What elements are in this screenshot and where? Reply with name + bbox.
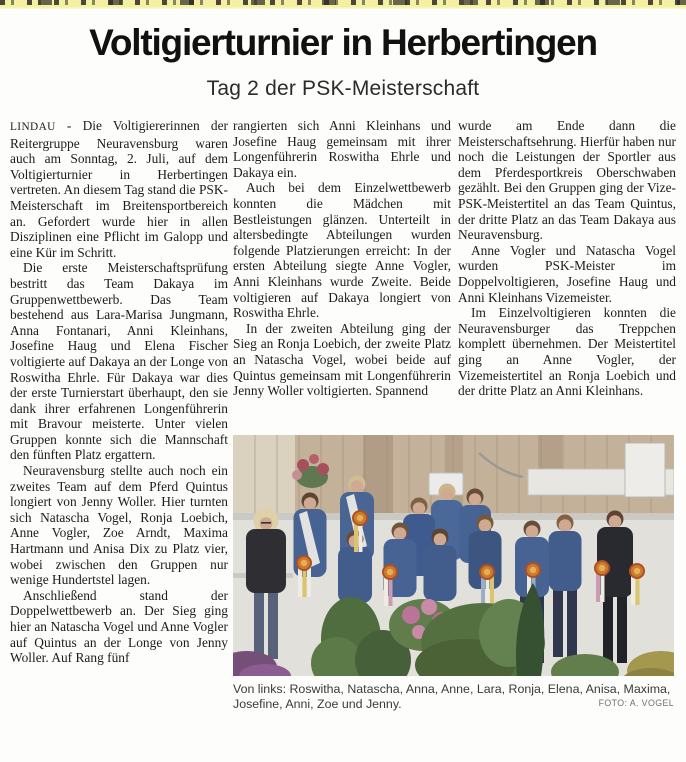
article-paragraph: wurde am Ende dann die Meisterschaftsehrung. Hierfür haben nur noch die Leistungen der Sportler aus dem Pferdesportkreis Oberschwaben gezählt. Bei den Gruppen ging der Vize-PSK-Meistertitel an das Team Quintus, der dritte Platz an das Team Dakaya aus Neuravensburg. — [458, 118, 676, 243]
article-paragraph: Anschließend stand der Doppelwettbewerb an. Der Sieg ging hier an Natascha Vogel und Anne Vogler auf Quintus an der Longe von Jenny Woller. Auf Rang fünf — [10, 587, 228, 666]
rosette-icon — [480, 565, 494, 606]
photo-caption: Von links: Roswitha, Natascha, Anna, Anne, Lara, Ronja, Elena, Anisa, Maxima, Josefine, Anni, Zoe und Jenny. — [233, 682, 671, 711]
article-paragraph: Die erste Meisterschaftsprüfung bestritt das Team Dakaya im Gruppenwettbewerb. Das Team bestehend aus Lara-Marisa Jungmann, Anna Fontanari, Anni Kleinhans, Josefine Haug und Elena Fischer voltigierte auf Dakaya an der Longe von Roswitha Ehrle. Für Dakaya war dies der erste Turnierstart überhaupt, den sie dank ihrer erfahrenen Longenführerin mit Bravour meisterte. Unter vielen Gruppen konnte sich die Mannschaft den fünften Platz ergattern. — [10, 260, 228, 463]
photo-credit: FOTO: A. VOGEL — [598, 698, 674, 708]
article-paragraph: Neuravensburg stellte auch noch ein zweites Team auf dem Pferd Quintus longiert von Jenny Woller. Hier turnten sich Natascha Vogel, Ronja Loebich, Anne Vogler, Zoe Arndt, Maxima Hartmann und Anisa Dix zu Platz vier, wobei zwischen den Gruppen nur wenige Hundertstel lagen. — [10, 463, 228, 588]
team-photo-illustration — [233, 435, 674, 676]
article-column-3 — [458, 118, 676, 434]
article-column-1 — [10, 118, 228, 746]
photo-caption-block — [233, 682, 674, 712]
article-paragraph: Im Einzelvoltigieren konnten die Neuravensburger das Treppchen komplett übernehmen. Der Meistertitel ging an Anne Vogler, der Vizemeistertitel an Ronja Loebich und der dritte Platz an Anni Kleinhans. — [458, 305, 676, 399]
headline: Voltigierturnier in Herbertingen — [89, 22, 597, 63]
article-paragraph: In der zweiten Abteilung ging der Sieg an Ronja Loebich, der zweite Platz an Natascha Vogel, wobei beide auf Quintus gemeinsam mit Longenführerin Jenny Woller voltigierten. Spannend — [233, 320, 451, 399]
news-photo — [233, 435, 674, 676]
dateline: LINDAU — [10, 121, 56, 133]
masthead — [0, 22, 686, 101]
rosette-icon — [297, 556, 311, 597]
article-paragraph: rangierten sich Anni Kleinhans und Josefine Haug gemeinsam mit ihrer Longenführerin Roswitha Ehrle und Dakaya ein. — [233, 118, 451, 180]
article-column-2 — [233, 118, 451, 434]
article-paragraph: LINDAU - Die Voltigiererinnen der Reitergruppe Neuravensburg waren auch am Sonntag, 2. Juli, auf dem Voltigierturnier in Herbertingen vertreten. An diesem Tag stand die PSK-Meisterschaft im Breitensportbereich an. Gefordert wurde hier in allen Disziplinen eine Pflicht im Galopp und eine Kür im Schritt. — [10, 118, 228, 260]
article-paragraph: Anne Vogler und Natascha Vogel wurden PSK-Meister im Doppelvoltigieren, Josefine Haug und Anni Kleinhans Vizemeister. — [458, 242, 676, 305]
article-paragraph: Auch bei dem Einzelwettbewerb konnten die Mädchen mit Bestleistungen glänzen. Unterteilt in altersbedingte Abteilungen wurden folgende Platzierungen erreicht: In der ersten Abteilung siegte Anne Vogler, Anni Kleinhans wurde Zweite. Beide voltigieren auf Dakaya longiert von Roswitha Ehrle. — [233, 180, 451, 321]
cropped-print-strip — [0, 0, 686, 9]
subheadline: Tag 2 der PSK-Meisterschaft — [206, 77, 480, 100]
